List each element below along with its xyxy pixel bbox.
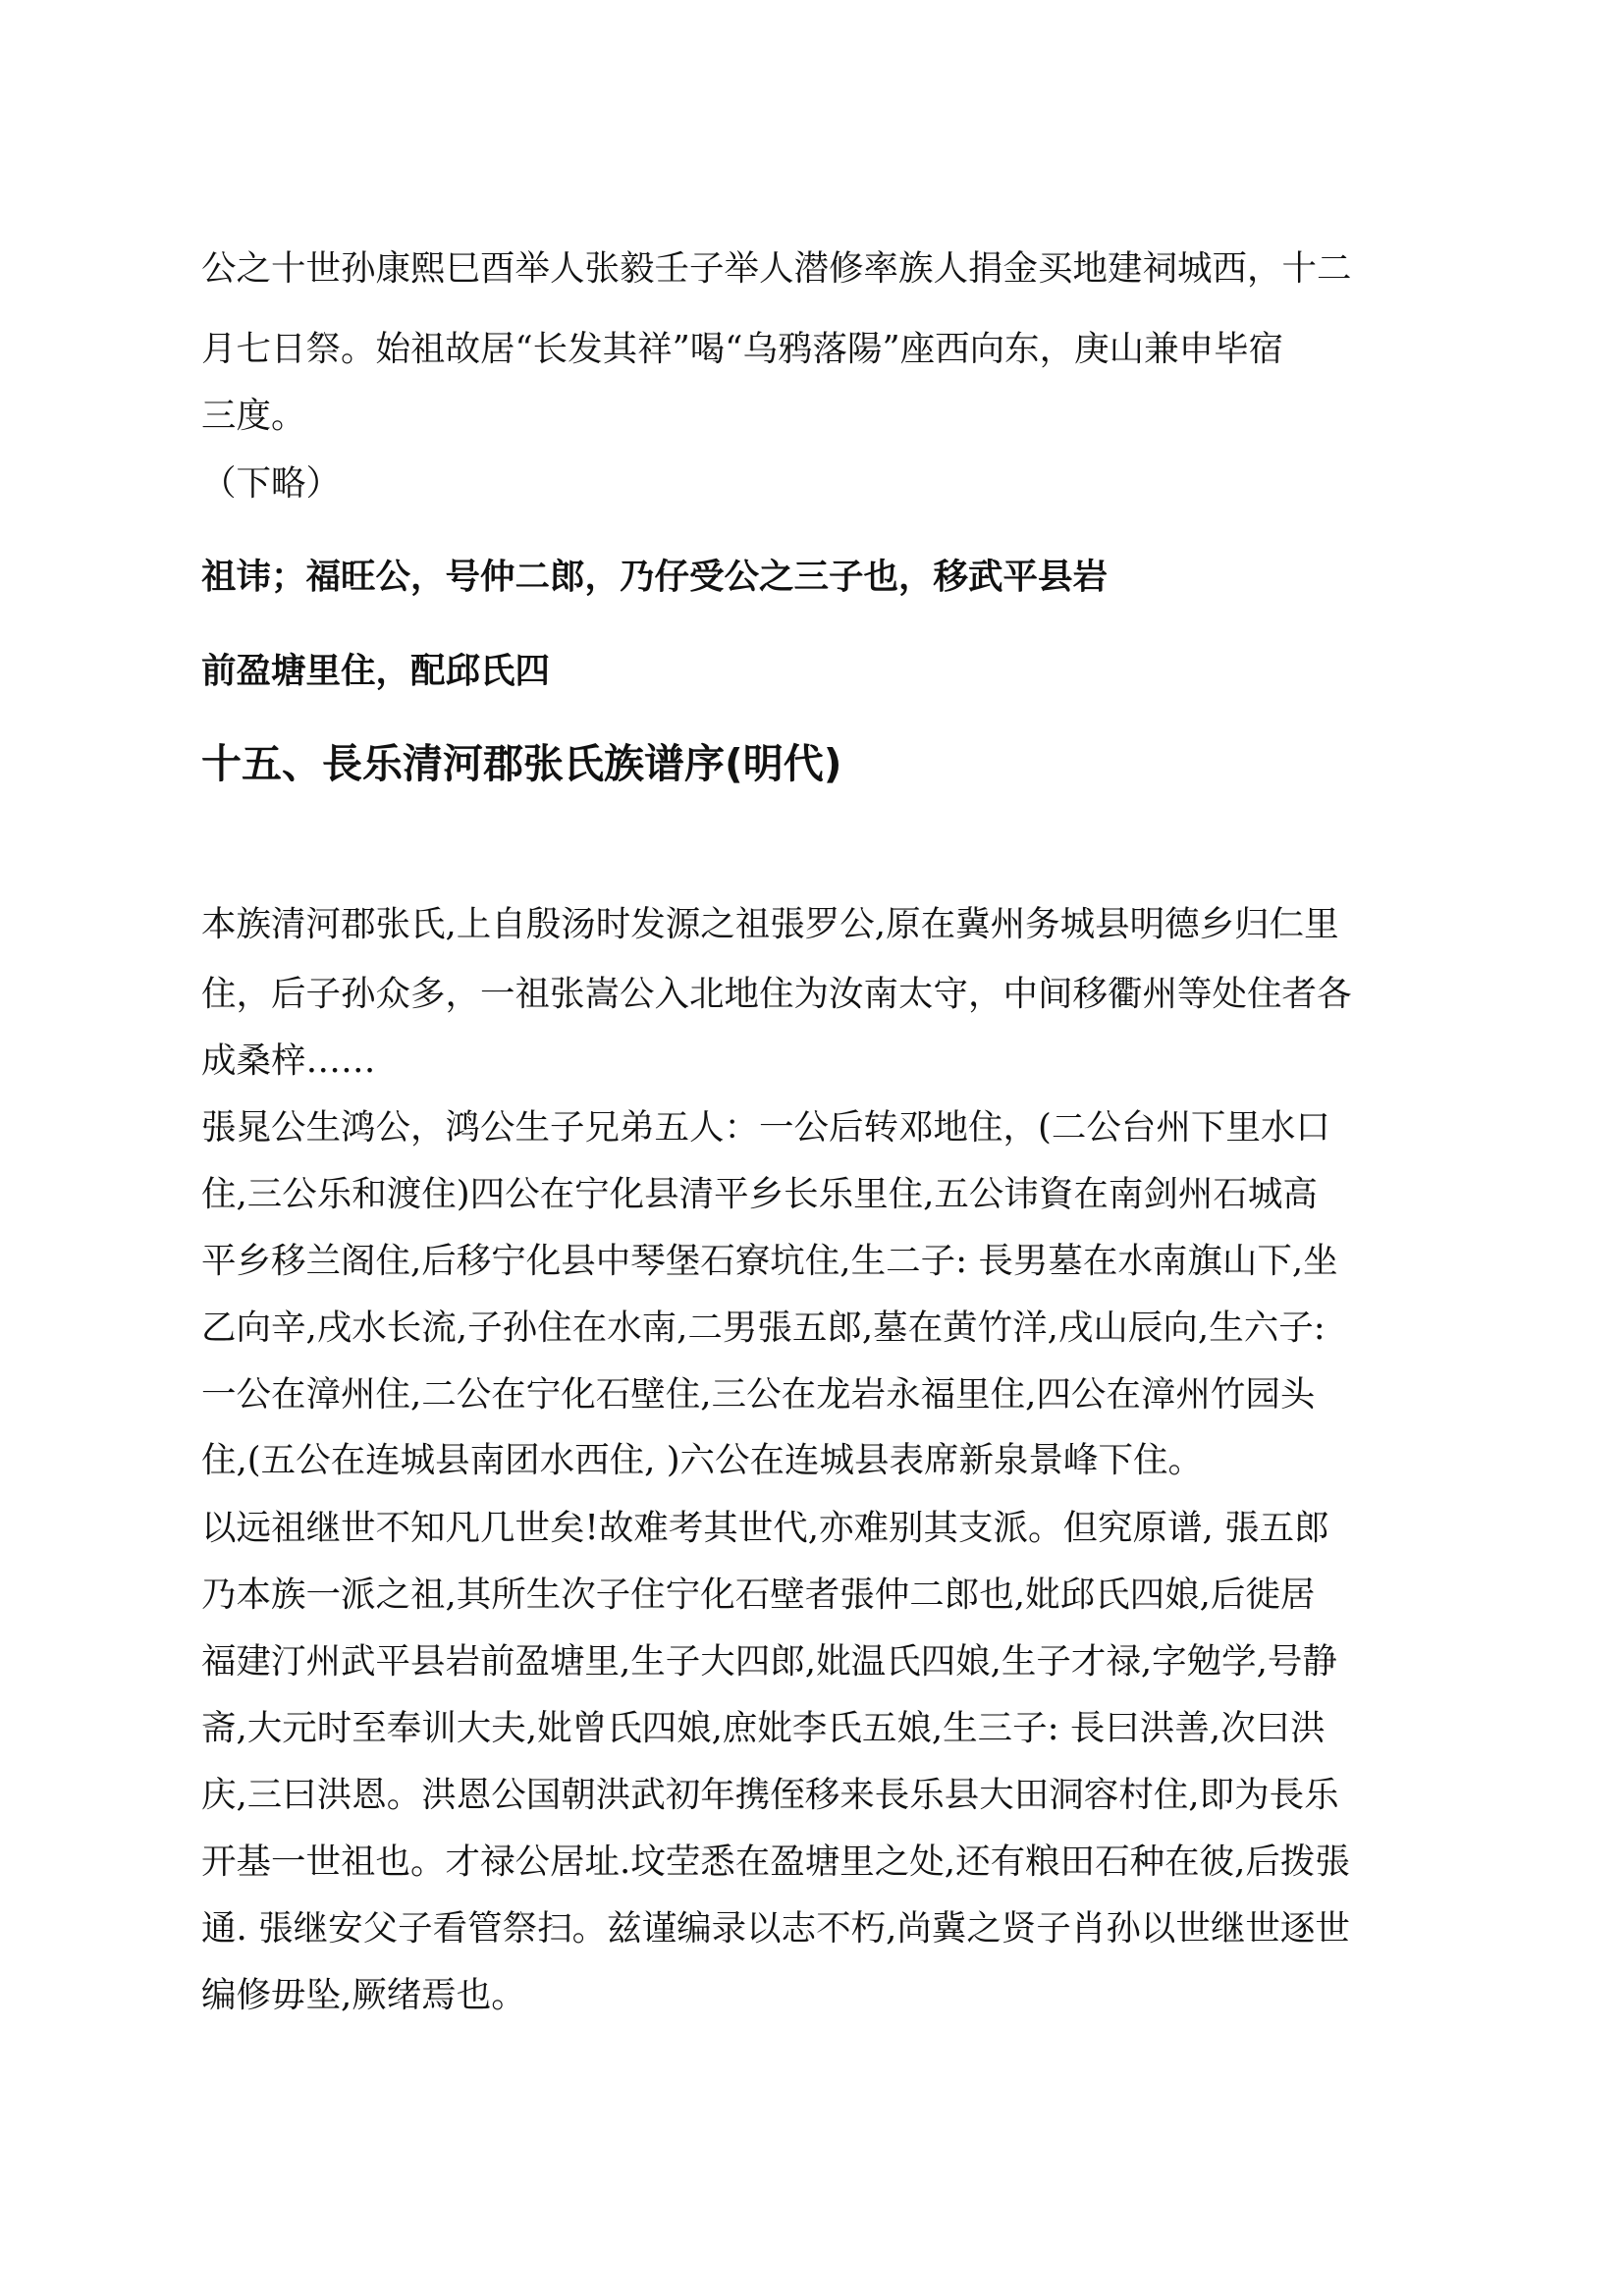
intro-line-3: 三度。	[201, 396, 306, 436]
omitted-note: （下略）	[201, 463, 342, 504]
body-line-16: 通. 張继安父子看管祭扫。兹谨编录以志不朽,尚冀之贤子肖孙以世继世逐世	[201, 1908, 1350, 1949]
body-line-11: 乃本族一派之祖,其所生次子住宁化石壁者張仲二郎也,妣邱氏四娘,后徙居	[201, 1575, 1316, 1615]
body-line-15: 开基一世祖也。才禄公居址.坟茔悉在盈塘里之处,还有粮田石种在彼,后拨張	[201, 1842, 1350, 1882]
body-line-6: 平乡移兰阁住,后移宁化县中琴堡石寮坑住,生二子: 長男墓在水南旗山下,坐	[201, 1241, 1338, 1281]
body-line-9: 住,(五公在连城县南团水西住, )六公在连城县表席新泉景峰下住。	[201, 1440, 1204, 1480]
body-line-12: 福建汀州武平县岩前盈塘里,生子大四郎,妣温氏四娘,生子才禄,字勉学,号静	[201, 1641, 1337, 1682]
body-line-2: 住，后子孙众多，一祖张嵩公入北地住为汝南太守，中间移衢州等处住者各	[201, 974, 1352, 1014]
body-line-17: 编修毋坠,厥绪焉也。	[201, 1975, 526, 2015]
body-line-10: 以远祖继世不知凡几世矣!故难考其世代,亦难别其支派。但究原谱, 張五郎	[201, 1508, 1329, 1548]
body-line-4: 張晁公生鸿公，鸿公生子兄弟五人：一公后转邓地住，(二公台州下里水口	[201, 1107, 1330, 1148]
genealogy-line-2: 前盈塘里住，配邱氏四	[201, 651, 551, 691]
body-line-7: 乙向辛,戌水长流,子孙住在水南,二男張五郎,墓在黄竹洋,戌山辰向,生六子:	[201, 1308, 1326, 1348]
body-line-13: 斋,大元时至奉训大夫,妣曾氏四娘,庶妣李氏五娘,生三子: 長曰洪善,次曰洪	[201, 1708, 1326, 1748]
genealogy-line-1: 祖讳；福旺公，号仲二郎，乃仔受公之三子也，移武平县岩	[201, 557, 1109, 597]
body-line-5: 住,三公乐和渡住)四公在宁化县清平乡长乐里住,五公讳資在南剑州石城高	[201, 1174, 1318, 1214]
body-line-1: 本族清河郡张氏,上自殷汤时发源之祖張罗公,原在冀州务城县明德乡归仁里	[201, 904, 1339, 944]
intro-line-2: 月七日祭。始祖故居“长发其祥”喝“乌鸦落陽”座西向东，庚山兼申毕宿	[201, 329, 1284, 369]
body-line-8: 一公在漳州住,二公在宁化石壁住,三公在龙岩永福里住,四公在漳州竹园头	[201, 1374, 1316, 1415]
section-title: 十五、長乐清河郡张氏族谱序(明代)	[201, 740, 842, 787]
intro-line-1: 公之十世孙康熙巳酉举人张毅壬子举人潜修率族人捐金买地建祠城西，十二	[201, 248, 1352, 289]
body-line-14: 庆,三曰洪恩。洪恩公国朝洪武初年携侄移来長乐县大田洞容村住,即为長乐	[201, 1775, 1339, 1815]
body-line-3: 成桑梓……	[201, 1041, 376, 1081]
